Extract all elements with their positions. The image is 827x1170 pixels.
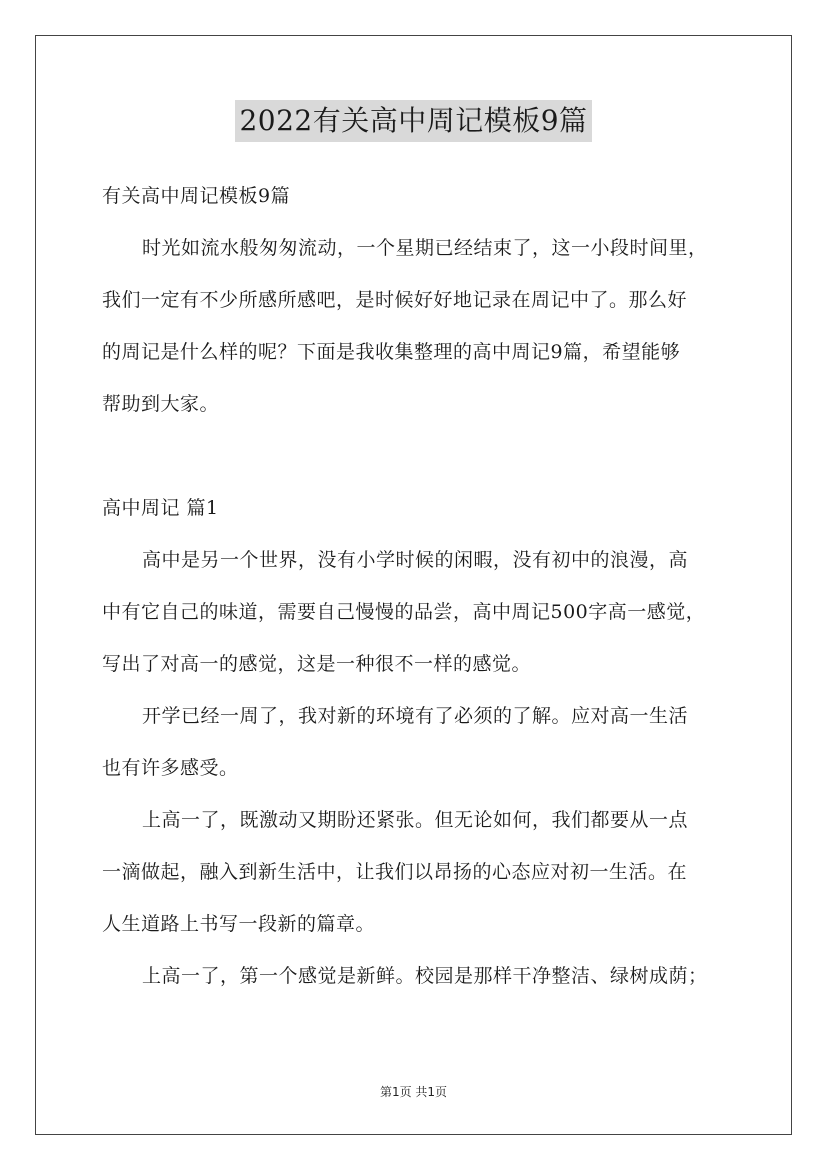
title-container: [0, 100, 827, 142]
section-gap: [102, 430, 742, 482]
intro-line: 我们一定有不少所感所感吧，是时候好好地记录在周记中了。那么好: [102, 289, 688, 311]
intro-line: 时光如流水般匆匆流动，一个星期已经结束了，这一小段时间里，: [142, 237, 708, 259]
paragraph-line: 高中是另一个世界，没有小学时候的闲暇，没有初中的浪漫，高: [142, 549, 689, 571]
paragraph-line: 人生道路上书写一段新的篇章。: [102, 913, 376, 935]
intro-line: 帮助到大家。: [102, 393, 220, 415]
page-footer: 第1页 共1页: [379, 1085, 448, 1099]
intro-line: 的周记是什么样的呢？下面是我收集整理的高中周记9篇，希望能够: [102, 341, 681, 363]
paragraph-line: 开学已经一周了，我对新的环境有了必须的了解。应对高一生活: [142, 705, 689, 727]
paragraph-line: 也有许多感受。: [102, 757, 239, 779]
paragraph-line: 一滴做起，融入到新生活中，让我们以昂扬的心态应对初一生活。在: [102, 861, 688, 883]
document-subtitle: 有关高中周记模板9篇: [102, 185, 291, 207]
document-title: 2022有关高中周记模板9篇: [235, 100, 591, 142]
paragraph-line: 写出了对高一的感觉，这是一种很不一样的感觉。: [102, 653, 532, 675]
paragraph-line: 上高一了，第一个感觉是新鲜。校园是那样干净整洁、绿树成荫；: [142, 965, 708, 987]
paragraph-line: 上高一了，既激动又期盼还紧张。但无论如何，我们都要从一点: [142, 809, 689, 831]
paragraph-line: 中有它自己的味道，需要自己慢慢的品尝，高中周记500字高一感觉，: [102, 601, 706, 623]
section-heading: 高中周记 篇1: [102, 497, 219, 519]
document-body: [102, 170, 742, 1002]
